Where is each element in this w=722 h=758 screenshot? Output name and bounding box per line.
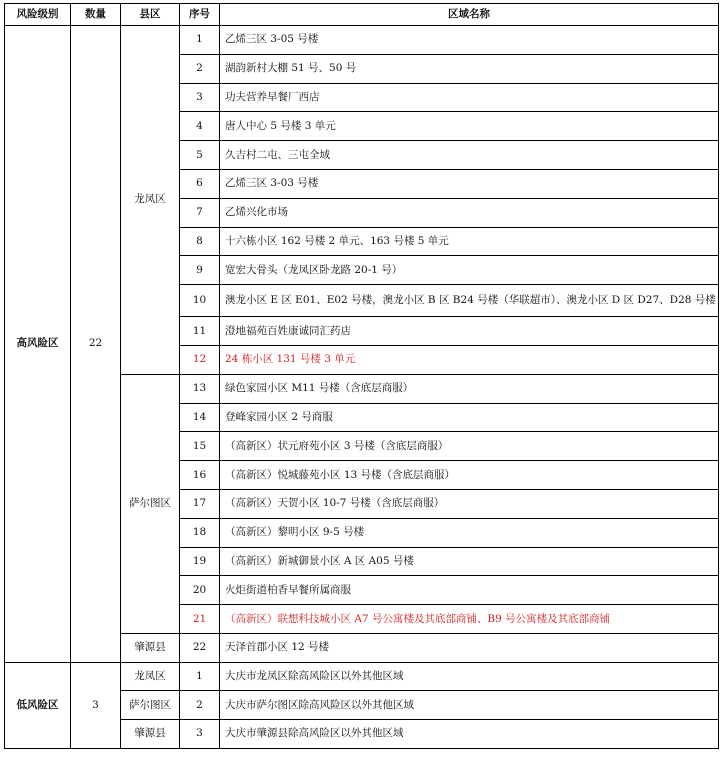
- serial-no: 1: [180, 26, 220, 55]
- area-name: （高新区）状元府苑小区 3 号楼（含底层商服）: [220, 432, 719, 461]
- area-name: 十六栋小区 162 号楼 2 单元、163 号楼 5 单元: [220, 227, 719, 256]
- header-risk-level: 风险级别: [5, 4, 71, 26]
- area-name: 湖韵新村大棚 51 号、50 号: [220, 54, 719, 83]
- header-row: [5, 4, 719, 26]
- county-cell: 萨尔图区: [121, 691, 180, 720]
- area-name: 大庆市萨尔图区除高风险区以外其他区域: [220, 691, 719, 720]
- serial-no: 18: [180, 518, 220, 547]
- area-name: （高新区）天贺小区 10-7 号楼（含底层商服）: [220, 489, 719, 518]
- area-name: 登峰家园小区 2 号商服: [220, 403, 719, 432]
- area-name: 绿色家园小区 M11 号楼（含底层商服）: [220, 374, 719, 403]
- risk-level-high: 高风险区: [5, 26, 71, 663]
- serial-no: 15: [180, 432, 220, 461]
- serial-no: 10: [180, 285, 220, 317]
- area-name: 澄地福苑百姓康诚同汇药店: [220, 317, 719, 346]
- serial-no: 7: [180, 198, 220, 227]
- county-longfeng: 龙凤区: [121, 26, 180, 375]
- serial-no: 1: [180, 662, 220, 691]
- area-name: 澳龙小区 E 区 E01、E02 号楼，澳龙小区 B 区 B24 号楼（华联超市）、澳龙小区 D 区 D27、D28 号楼: [220, 285, 719, 317]
- serial-no: 12: [180, 345, 220, 374]
- county-saertu: 萨尔图区: [121, 374, 180, 633]
- area-name: 大庆市龙凤区除高风险区以外其他区域: [220, 662, 719, 691]
- area-name: （高新区）新城御景小区 A 区 A05 号楼: [220, 547, 719, 576]
- header-area-name: 区域名称: [220, 4, 719, 26]
- table-row: [5, 26, 719, 55]
- risk-area-table-wrapper: [4, 3, 719, 749]
- county-zhaoyuan: 肇源县: [121, 633, 180, 662]
- header-county: 县区: [121, 4, 180, 26]
- header-serial-no: 序号: [180, 4, 220, 26]
- serial-no: 6: [180, 169, 220, 198]
- serial-no: 14: [180, 403, 220, 432]
- area-name: 火炬街道柏香早餐所属商服: [220, 576, 719, 605]
- count-high: 22: [71, 26, 121, 663]
- serial-no: 9: [180, 256, 220, 285]
- area-name: 功夫营养早餐厂西店: [220, 83, 719, 112]
- area-name: 乙烯三区 3-03 号楼: [220, 169, 719, 198]
- serial-no: 21: [180, 605, 220, 634]
- serial-no: 20: [180, 576, 220, 605]
- area-name: 唐人中心 5 号楼 3 单元: [220, 112, 719, 141]
- count-low: 3: [71, 662, 121, 748]
- serial-no: 13: [180, 374, 220, 403]
- serial-no: 19: [180, 547, 220, 576]
- area-name: 久吉村二屯、三屯全域: [220, 141, 719, 170]
- area-name: 24 栋小区 131 号楼 3 单元: [220, 345, 719, 374]
- serial-no: 4: [180, 112, 220, 141]
- risk-area-table: [4, 3, 719, 749]
- serial-no: 5: [180, 141, 220, 170]
- county-cell: 龙凤区: [121, 662, 180, 691]
- serial-no: 22: [180, 633, 220, 662]
- county-cell: 肇源县: [121, 720, 180, 749]
- serial-no: 17: [180, 489, 220, 518]
- area-name: （高新区）黎明小区 9-5 号楼: [220, 518, 719, 547]
- serial-no: 3: [180, 83, 220, 112]
- area-name: 乙烯三区 3-05 号楼: [220, 26, 719, 55]
- area-name: （高新区）联想科技城小区 A7 号公寓楼及其底部商铺、B9 号公寓楼及其底部商铺: [220, 605, 719, 634]
- serial-no: 2: [180, 691, 220, 720]
- area-name: 大庆市肇源县除高风险区以外其他区域: [220, 720, 719, 749]
- serial-no: 11: [180, 317, 220, 346]
- area-name: 宽宏大骨头（龙凤区卧龙路 20-1 号）: [220, 256, 719, 285]
- area-name: 乙烯兴化市场: [220, 198, 719, 227]
- area-name: 天泽首郡小区 12 号楼: [220, 633, 719, 662]
- serial-no: 8: [180, 227, 220, 256]
- table-row: [5, 662, 719, 691]
- serial-no: 16: [180, 461, 220, 490]
- risk-level-low: 低风险区: [5, 662, 71, 748]
- serial-no: 3: [180, 720, 220, 749]
- serial-no: 2: [180, 54, 220, 83]
- area-name: （高新区）悦城藤苑小区 13 号楼（含底层商服）: [220, 461, 719, 490]
- header-count: 数量: [71, 4, 121, 26]
